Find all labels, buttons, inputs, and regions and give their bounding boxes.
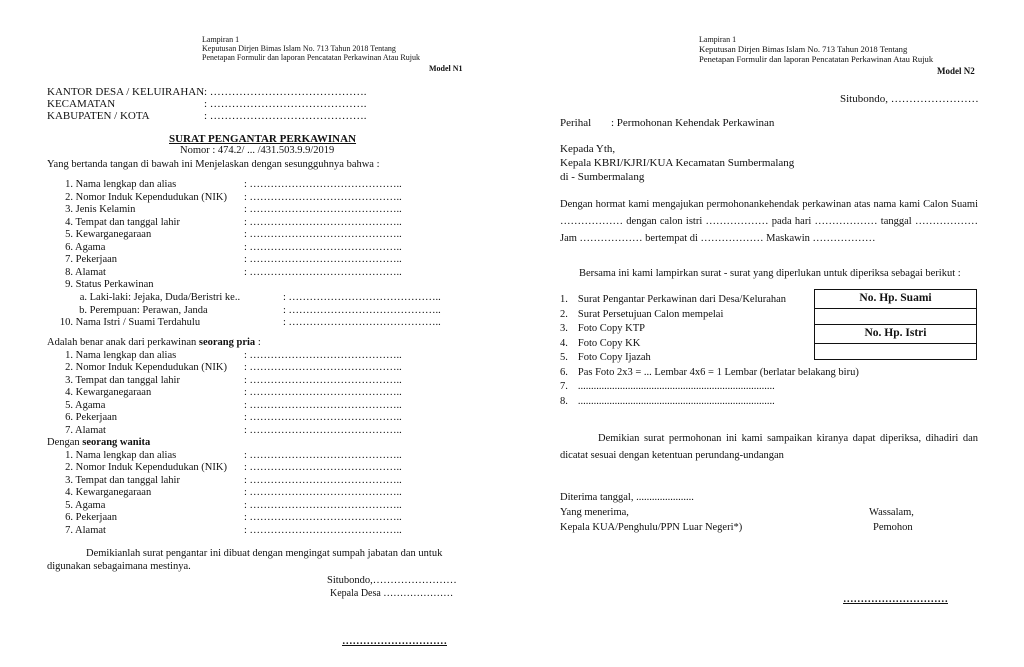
field-dots: : …………………………………….. xyxy=(244,254,402,265)
field-dots: : …………………………………….. xyxy=(283,292,441,303)
office-label-kecamatan: KECAMATAN xyxy=(47,98,116,110)
n1-header-line2: Penetapan Formulir dan laporan Pencatatan Perkawinan Atau Rujuk xyxy=(202,53,420,62)
list-item: 6. Agama xyxy=(65,241,106,253)
n2-closing-paragraph: Demikian surat permohonan ini kami sampaikan kiranya dapat diperiksa, dihadiri dan dicatat sesuai dengan ketentuan perundang-undangan xyxy=(560,433,978,461)
perihal-value: : Permohonan Kehendak Perkawinan xyxy=(611,117,775,129)
n2-header-line1: Keputusan Dirjen Bimas Islam No. 713 Tahun 2018 Tentang xyxy=(699,44,908,54)
list-item: 6. Pas Foto 2x3 = ... Lembar 4x6 = 1 Lembar (berlatar belakang biru) xyxy=(560,366,859,378)
list-item: 1. Nama lengkap dan alias xyxy=(65,449,177,461)
hp-istri-value-cell[interactable] xyxy=(814,343,977,360)
n1-header-line1: Keputusan Dirjen Bimas Islam No. 713 Tahun 2018 Tentang xyxy=(202,44,396,53)
list-item: b. Perempuan: Perawan, Janda xyxy=(79,304,208,316)
list-item: 1. Nama lengkap dan alias xyxy=(65,349,177,361)
n2-attachment-intro: Bersama ini kami lampirkan surat - surat yang diperlukan untuk diperiksa sebagai berikut : xyxy=(579,268,961,279)
list-item: 6. Pekerjaan xyxy=(65,412,118,423)
office-label-kabupaten: KABUPATEN / KOTA xyxy=(47,110,150,122)
n2-body-paragraph: Dengan hormat kami mengajukan permohonankehendak perkawinan atas nama kami Calon Suami ……………… dengan calon istri ……………… pada hari ……………… tanggal ……………… Jam ……………… bertempat di ……………… Maskawin ……………… xyxy=(560,199,978,244)
n1-document-title: SURAT PENGANTAR PERKAWINAN xyxy=(169,133,357,145)
n2-place-date: Situbondo, …………………… xyxy=(840,93,979,105)
hp-suami-label: No. Hp. Suami xyxy=(859,292,932,304)
field-dots: : …………………………………….. xyxy=(244,512,402,523)
n2-model-label: Model N2 xyxy=(937,66,975,76)
list-item: 2. Nomor Induk Kependudukan (NIK) xyxy=(65,191,227,203)
list-item: 4. Kewarganegaraan xyxy=(65,487,152,498)
list-item: 8. ........................................................................... xyxy=(560,395,775,407)
list-item: 7. Pekerjaan xyxy=(65,254,118,265)
n1-lampiran: Lampiran 1 xyxy=(202,35,240,44)
received-date: Diterima tanggal, ...................... xyxy=(560,492,694,503)
n1-closing-line1: Demikianlah surat pengantar ini dibuat dengan mengingat sumpah jabatan dan untuk xyxy=(86,548,443,559)
field-dots: : …………………………………….. xyxy=(244,499,402,511)
receiver-label: Yang menerima, xyxy=(560,507,629,518)
n1-nomor: Nomor : 474.2/ ... /431.503.9.9/2019 xyxy=(180,145,335,156)
list-item: 2. Nomor Induk Kependudukan (NIK) xyxy=(65,462,227,473)
list-item: 1. Nama lengkap dan alias xyxy=(65,179,177,190)
field-dots: : …………………………………….. xyxy=(244,374,402,386)
n2-signature-line: ………………………… xyxy=(843,594,948,605)
list-item: 7. Alamat xyxy=(65,424,106,436)
field-dots: : …………………………………….. xyxy=(244,474,402,486)
field-dots: : …………………………………….. xyxy=(244,412,402,423)
field-dots: : …………………………………….. xyxy=(244,399,402,411)
list-item: 7. ........................................................................... xyxy=(560,381,775,392)
list-item: 3. Jenis Kelamin xyxy=(65,204,136,215)
field-dots: : …………………………………….. xyxy=(244,216,402,228)
list-item: 4. Tempat dan tanggal lahir xyxy=(65,216,180,228)
list-item: 10. Nama Istri / Suami Terdahulu xyxy=(59,317,201,328)
wassalam-label: Wassalam, xyxy=(869,507,914,518)
n1-father-heading: Adalah benar anak dari perkawinan seorang pria : xyxy=(47,337,261,348)
field-dots: : …………………………………….. xyxy=(283,317,441,328)
list-item: 5. Agama xyxy=(65,399,106,411)
list-item: a. Laki-laki: Jejaka, Duda/Beristri ke.. xyxy=(79,292,241,303)
list-item: 8. Alamat xyxy=(65,266,106,278)
n1-place-date: Situbondo,…………………… xyxy=(327,575,457,586)
field-dots: : …………………………………….. xyxy=(244,462,402,473)
list-item: 4. Foto Copy KK xyxy=(560,337,641,349)
field-dots: : …………………………………….. xyxy=(244,487,402,498)
office-value-desa: : ……………………………………. xyxy=(204,86,367,98)
field-dots: : …………………………………….. xyxy=(244,266,402,278)
list-item: 3. Foto Copy KTP xyxy=(560,323,645,334)
n1-closing-line2: digunakan sebagaimana mestinya. xyxy=(47,561,191,572)
office-label-desa: KANTOR DESA / KELUIRAHAN xyxy=(47,86,205,98)
list-item: 7. Alamat xyxy=(65,524,106,536)
n1-signer-title: Kepala Desa ………………… xyxy=(330,588,454,599)
applicant-label: Pemohon xyxy=(873,522,913,533)
field-dots: : …………………………………….. xyxy=(283,304,441,316)
field-dots: : …………………………………….. xyxy=(244,241,402,253)
field-dots: : …………………………………….. xyxy=(244,424,402,436)
field-dots: : …………………………………….. xyxy=(244,387,402,398)
list-item: 9. Status Perkawinan xyxy=(65,279,154,290)
n2-header-line2: Penetapan Formulir dan laporan Pencatatan Perkawinan Atau Rujuk xyxy=(699,54,934,64)
list-item: 6. Pekerjaan xyxy=(65,512,118,523)
n1-mother-heading: Dengan seorang wanita xyxy=(47,437,151,448)
list-item: 5. Foto Copy Ijazah xyxy=(560,352,651,363)
list-item: 5. Kewarganegaraan xyxy=(65,229,152,240)
recipient-location: di - Sumbermalang xyxy=(560,171,645,183)
n1-model-label: Model N1 xyxy=(429,64,463,73)
office-value-kabupaten: : ……………………………………. xyxy=(204,110,367,122)
recipient-greeting: Kepada Yth, xyxy=(560,143,616,155)
list-item: 4. Kewarganegaraan xyxy=(65,387,152,398)
field-dots: : …………………………………….. xyxy=(244,204,402,215)
field-dots: : …………………………………….. xyxy=(244,449,402,461)
list-item: 3. Tempat dan tanggal lahir xyxy=(65,374,180,386)
list-item: 3. Tempat dan tanggal lahir xyxy=(65,474,180,486)
office-value-kecamatan: : ……………………………………. xyxy=(204,98,367,110)
list-item: 2. Surat Persetujuan Calon mempelai xyxy=(560,308,724,320)
field-dots: : …………………………………….. xyxy=(244,349,402,361)
n1-intro: Yang bertanda tangan di bawah ini Menjelaskan dengan sesungguhnya bahwa : xyxy=(47,159,380,170)
recipient-name: Kepala KBRI/KJRI/KUA Kecamatan Sumbermalang xyxy=(560,157,795,169)
list-item: 1. Surat Pengantar Perkawinan dari Desa/Kelurahan xyxy=(560,294,787,305)
hp-suami-value-cell[interactable] xyxy=(814,308,977,325)
n1-signature-line: ………………………… xyxy=(342,636,447,647)
field-dots: : …………………………………….. xyxy=(244,229,402,240)
field-dots: : …………………………………….. xyxy=(244,191,402,203)
field-dots: : …………………………………….. xyxy=(244,362,402,373)
receiver-title: Kepala KUA/Penghulu/PPN Luar Negeri*) xyxy=(560,522,743,533)
perihal-label: Perihal xyxy=(560,117,592,129)
list-item: 5. Agama xyxy=(65,499,106,511)
n2-lampiran: Lampiran 1 xyxy=(699,35,737,44)
field-dots: : …………………………………….. xyxy=(244,524,402,536)
field-dots: : …………………………………….. xyxy=(244,179,402,190)
hp-istri-label: No. Hp. Istri xyxy=(864,327,927,339)
list-item: 2. Nomor Induk Kependudukan (NIK) xyxy=(65,362,227,373)
